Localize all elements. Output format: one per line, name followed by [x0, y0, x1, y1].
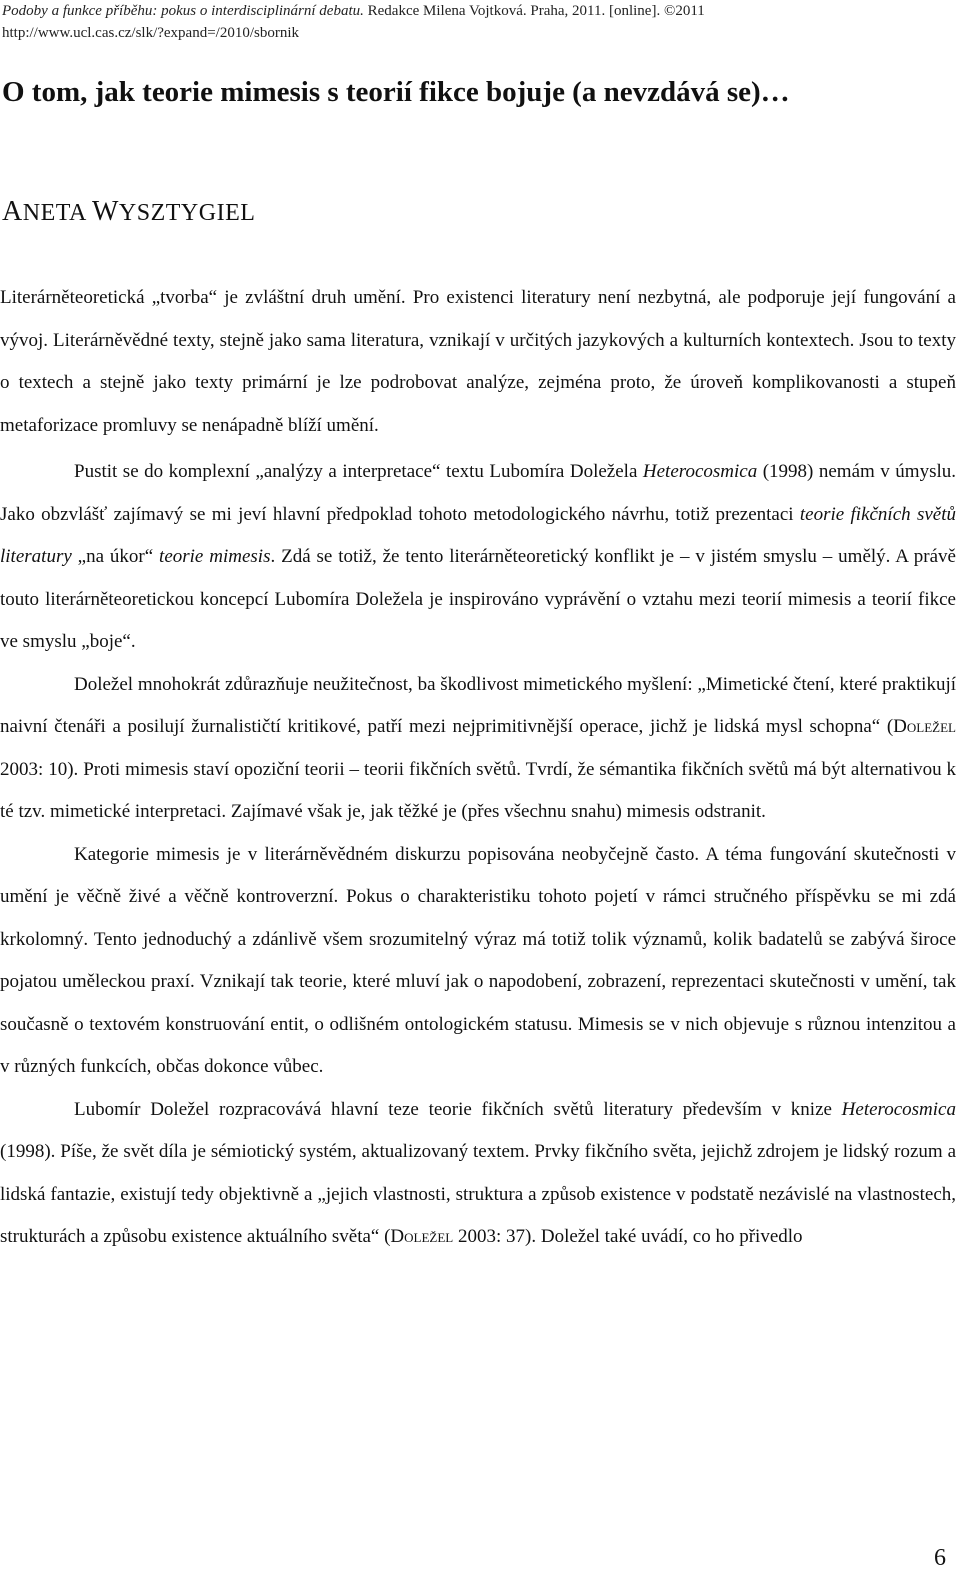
author-name	[2, 196, 255, 228]
book-title-heterocosmica: Heterocosmica	[642, 461, 758, 482]
p2-text-e: „na úkor“	[71, 546, 160, 567]
article-title: O tom, jak teorie mimesis s teorií fikce bojuje (a nevzdává se)…	[2, 76, 790, 108]
header-citation-rest: Redakce Milena Vojtková. Praha, 2011. [online]. ©2011	[363, 3, 705, 19]
p2-text-c: (1998) nemám v úmyslu. Jako obzvlášť zajímavý se mi jeví hlavní předpoklad tohoto metodologického návrhu, totiž prezentaci	[0, 461, 957, 525]
author-text: ANETA WYSZTYGIEL	[2, 196, 256, 227]
header-url: http://www.ucl.cas.cz/slk/?expand=/2010/sbornik	[2, 25, 300, 41]
paragraph-1	[0, 277, 956, 447]
p4-text: Kategorie mimesis je v literárněvědném diskurzu popisována neobyčejně často. A téma fungování skutečnosti v umění je věčně živé a věčně kontroverzní. Pokus o charakteristiku tohoto pojetí v rámci stručného příspěvku se mi zdá krkolomný. Tento jednoduchý a zdánlivě všem srozumitelný výraz má totiž tolik významů, kolik badatelů se zabývá široce pojatou uměleckou praxí. Vznikají tak teorie, které mluví jak o napodobení, zobrazení, reprezentaci skutečnosti v umění, tak současně o textovém konstruování entit, o odlišném ontologickém statusu. Mimesis se v nich objevuje s různou intenzitou a v různých funkcích, občas dokonce vůbec.	[0, 843, 956, 1077]
header-citation-italic: Podoby a funkce příběhu: pokus o interdisciplinární debatu.	[2, 3, 364, 19]
term-mimesis: teorie mimesis	[159, 546, 271, 567]
paragraph-5	[0, 1089, 956, 1259]
citation-author-2: Doležel	[390, 1226, 454, 1247]
p3-text-a: Doležel mnohokrát zdůrazňuje neužitečnost, ba škodlivost mimetického myšlení: „Mimetické čtení, které praktikují naivní čtenáři a posilují žurnalističtí kritikové, patří mezi nejprimitivnější operace, jichž je lidská mysl schopna“ (	[0, 673, 956, 737]
term-fictional-worlds: teorie fikčních světů literatury	[0, 503, 956, 567]
header-citation	[2, 0, 705, 22]
citation-author: Doležel	[893, 716, 956, 737]
p2-text-a: Pustit se do komplexní „analýzy a interpretace“ textu Lubomíra Doležela	[74, 461, 643, 482]
p3-text-c: 2003: 10). Proti mimesis staví opoziční teorii – teorii fikčních světů. Tvrdí, že sémantika fikčních světů má být alternativou k té tzv. mimetické interpretaci. Zajímavé však je, jak těžké je (přes všechnu snahu) mimesis odstranit.	[0, 758, 956, 822]
p5-text-a: Lubomír Doležel rozpracovává hlavní teze teorie fikčních světů literatury především v knize	[74, 1098, 842, 1120]
article-body	[0, 277, 956, 1259]
paragraph-2	[0, 451, 956, 664]
book-title-heterocosmica-2: Heterocosmica	[841, 1098, 956, 1120]
paragraph-3	[0, 664, 956, 834]
page-number: 6	[934, 1545, 946, 1571]
p5-text-e: 2003: 37). Doležel také uvádí, co ho přivedlo	[453, 1226, 803, 1247]
p5-text-c: (1998). Píše, že svět díla je sémiotický systém, aktualizovaný textem. Prvky fikčního světa, jejichž zdrojem je lidský rozum a lidská fantazie, existují tedy objektivně a „jejich vlastnosti, struktura a způsob existence v podstatě nezávislé na vlastnostech, strukturách a způsobu existence aktuálního světa“ (	[0, 1141, 956, 1247]
paragraph-4	[0, 834, 956, 1089]
p2-text-g: . Zdá se totiž, že tento literárněteoretický konflikt je – v jistém smyslu – umělý. A právě touto literárněteoretickou koncepcí Lubomíra Doležela je inspirováno vyprávění o vztahu mezi teorií mimesis a teorií fikce ve smyslu „boje“.	[0, 546, 956, 652]
page-header	[2, 0, 705, 44]
paragraph-1-text: Literárněteoretická „tvorba“ je zvláštní druh umění. Pro existenci literatury není nezbytná, ale podporuje její fungování a vývoj. Literárněvědné texty, stejně jako sama literatura, vznikají v určitých jazykových a kulturních kontextech. Jsou to texty o textech a stejně jako texty primární je lze podrobovat analýze, zejména proto, že úroveň komplikovanosti a stupeň metaforizace promluvy se nenápadně blíží umění.	[0, 287, 956, 436]
